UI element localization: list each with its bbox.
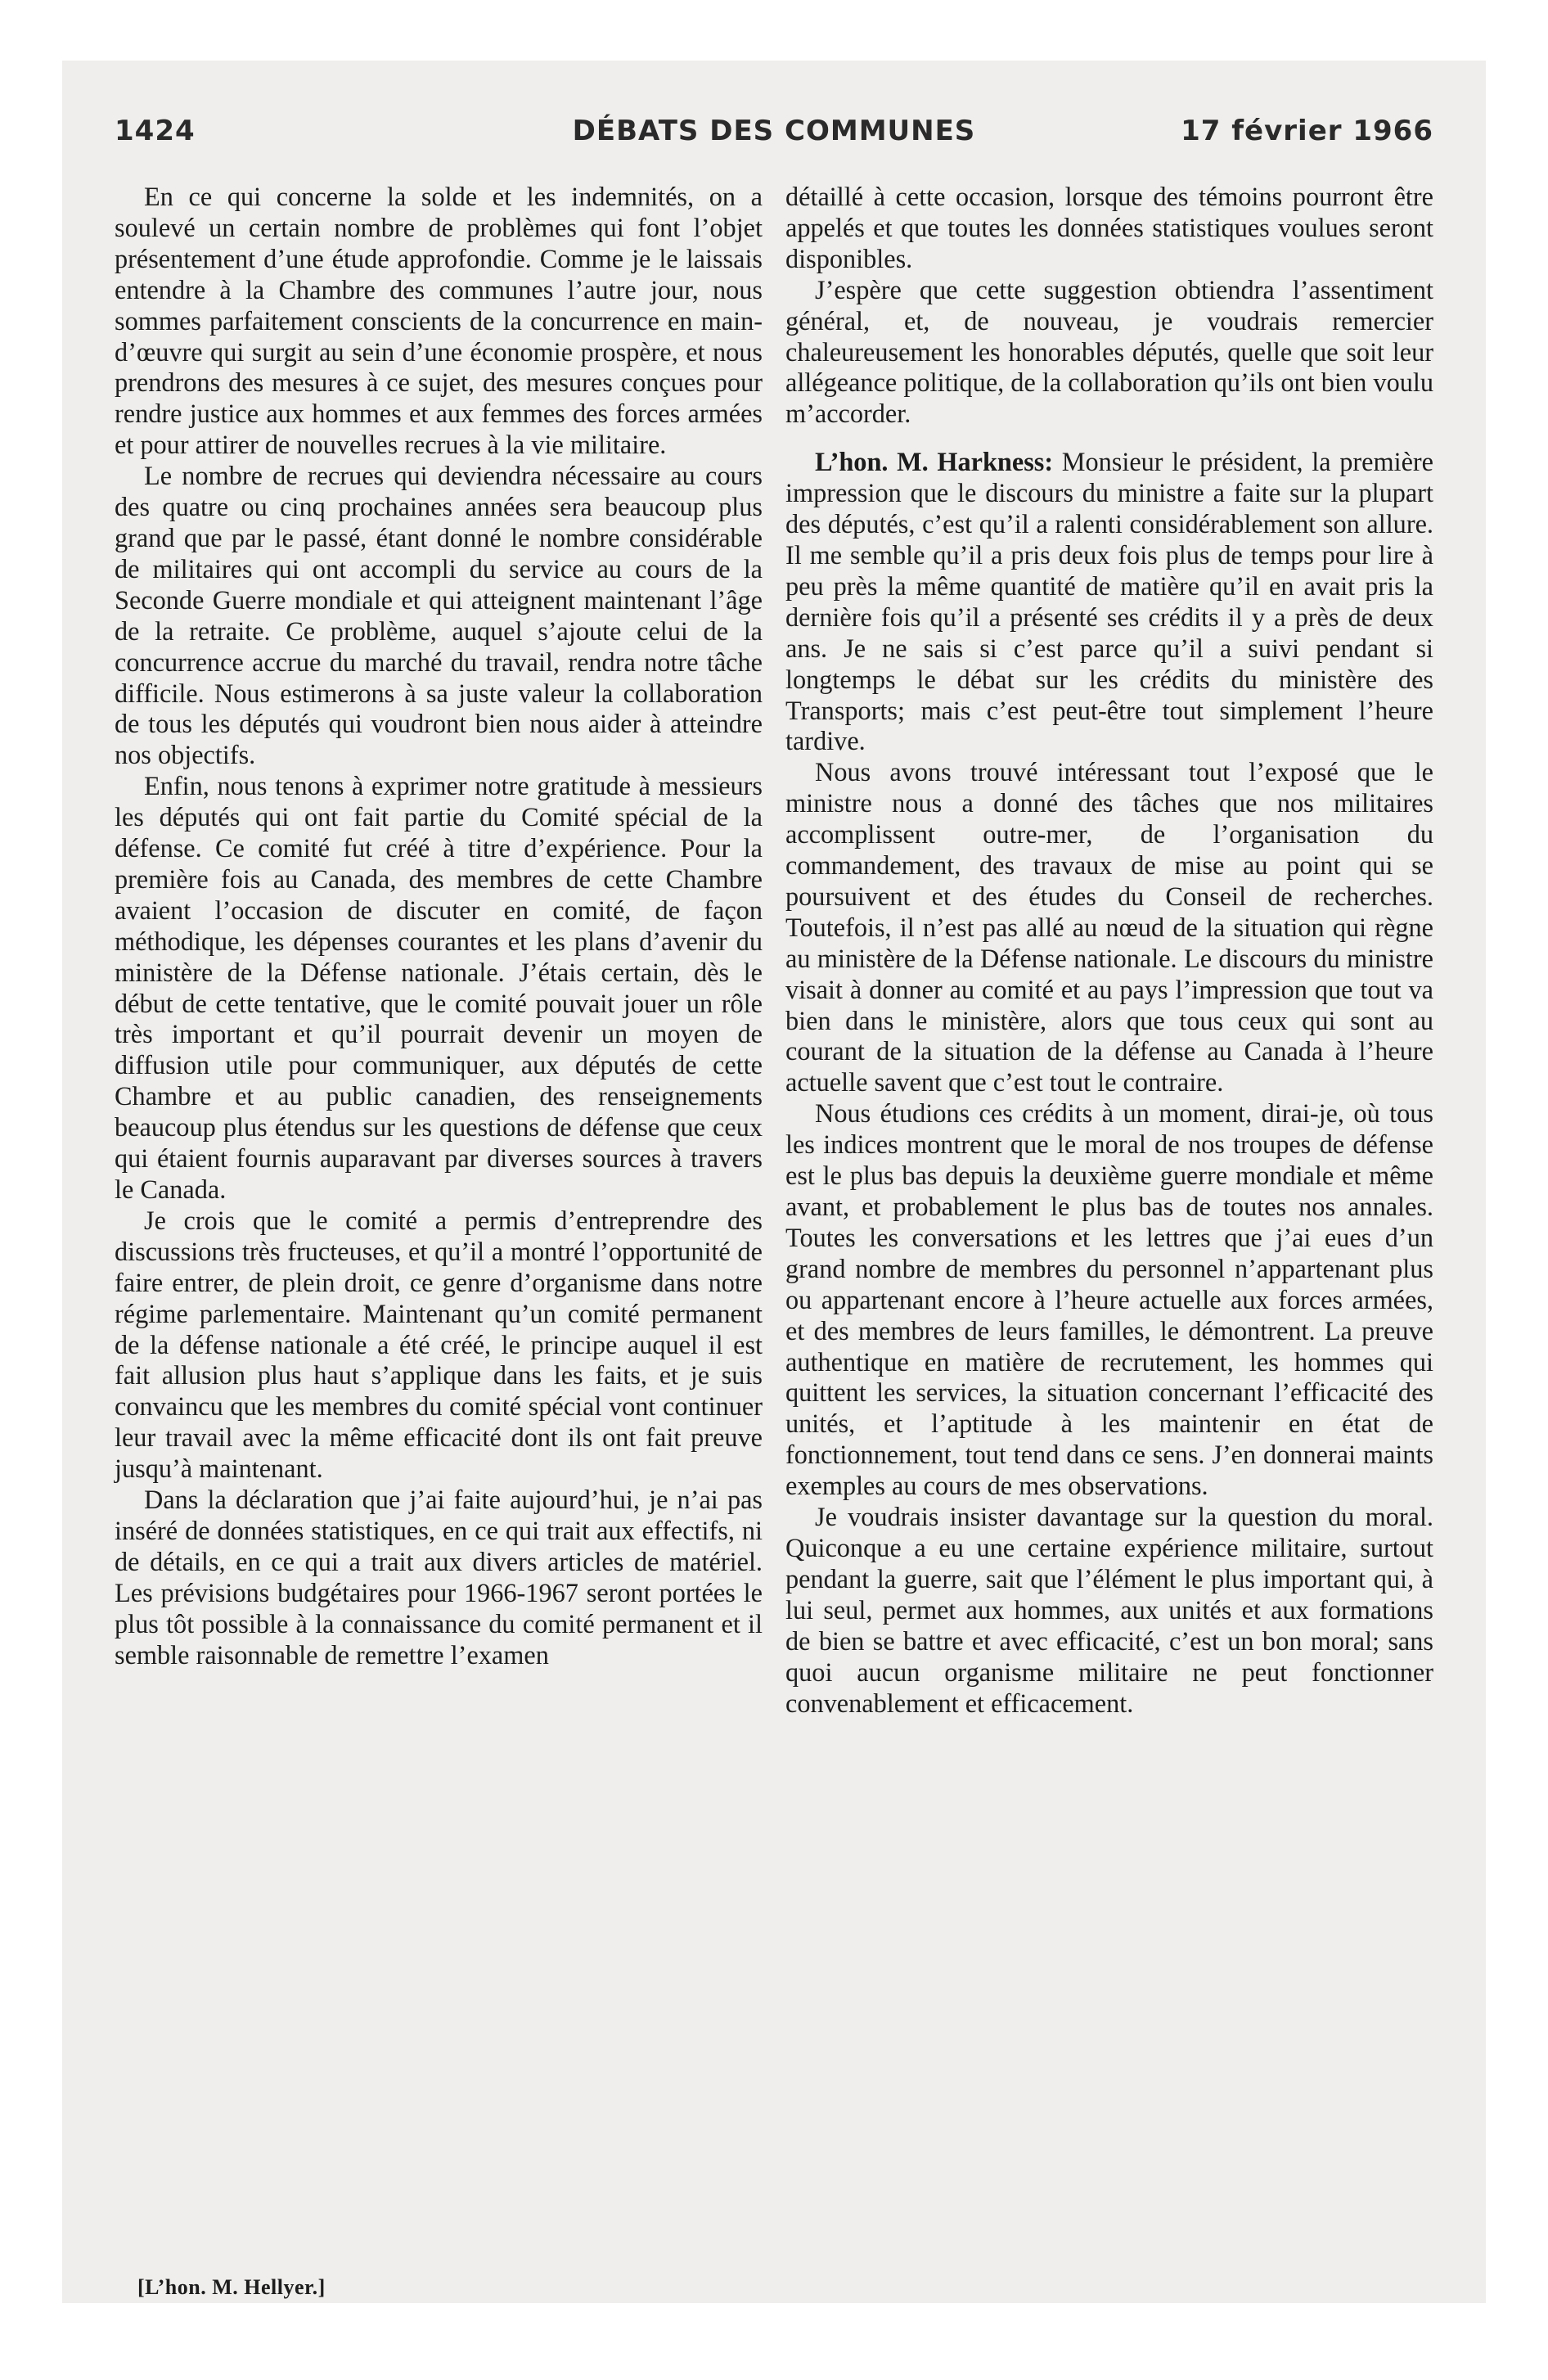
- page-date: 17 février 1966: [1181, 115, 1433, 147]
- paragraph: Nous étudions ces crédits à un moment, dirai-je, où tous les indices montrent que le moral de nos troupes de défense est le plus bas depuis la deuxième guerre mondiale et même avant, et probablement le plus bas de toutes nos annales. Toutes les conversations et les lettres que j’ai eues d’un grand nombre de membres du personnel n’appartenant plus ou appartenant encore à l’heure actuelle aux forces armées, et des membres de leurs familles, le démontrent. La preuve authentique en matière de recrutement, les hommes qui quittent les services, la situation concernant l’efficacité des unités, et l’aptitude à les maintenir en état de fonctionnement, tout tend dans ce sens. J’en donnerai maints exemples au cours de mes observations.: [785, 1098, 1433, 1501]
- paragraph: En ce qui concerne la solde et les indemnités, on a soulevé un certain nombre de problèmes qui font l’objet présentement d’une étude approfondie. Comme je le laissais entendre à la Chambre des communes l’autre jour, nous sommes parfaitement conscients de la concurrence en main-d’œuvre qui surgit au sein d’une économie prospère, et nous prendrons des mesures à ce sujet, des mesures conçues pour rendre justice aux hommes et aux femmes des forces armées et pour attirer de nouvelles recrues à la vie militaire.: [115, 182, 763, 460]
- speaker-paragraph: [785, 447, 1433, 757]
- paragraph: Dans la déclaration que j’ai faite aujourd’hui, je n’ai pas inséré de données statistiques, en ce qui trait aux effectifs, ni de détails, en ce qui a trait aux divers articles de matériel. Les prévisions budgétaires pour 1966-1967 seront portées le plus tôt possible à la connaissance du comité permanent et il semble raisonnable de remettre l’examen: [115, 1485, 763, 1670]
- left-column: [115, 182, 763, 1671]
- paragraph: Je crois que le comité a permis d’entreprendre des discussions très fructeuses, et qu’il a montré l’opportunité de faire entrer, de plein droit, ce genre d’organisme dans notre régime parlementaire. Maintenant qu’un comité permanent de la défense nationale a été créé, le principe auquel il est fait allusion plus haut s’applique dans les faits, et je suis convaincu que les membres du comité spécial vont continuer leur travail avec la même efficacité dont ils ont fait preuve jusqu’à maintenant.: [115, 1205, 763, 1484]
- paragraph: J’espère que cette suggestion obtiendra l’assentiment général, et, de nouveau, je voudrais remercier chaleureusement les honorables députés, quelle que soit leur allégeance politique, de la collaboration qu’ils ont bien voulu m’accorder.: [785, 274, 1433, 429]
- speaker-attribution: [L’hon. M. Hellyer.]: [137, 2275, 326, 2299]
- paragraph: Le nombre de recrues qui deviendra nécessaire au cours des quatre ou cinq prochaines années sera beaucoup plus grand que par le passé, étant donné le nombre considérable de militaires qui ont accompli du service au cours de la Seconde Guerre mondiale et qui atteignent maintenant l’âge de la retraite. Ce problème, auquel s’ajoute celui de la concurrence accrue du marché du travail, rendra notre tâche difficile. Nous estimerons à sa juste valeur la collaboration de tous les députés qui voudront bien nous aider à atteindre nos objectifs.: [115, 461, 763, 770]
- paragraph: Enfin, nous tenons à exprimer notre gratitude à messieurs les députés qui ont fait partie du Comité spécial de la défense. Ce comité fut créé à titre d’expérience. Pour la première fois au Canada, des membres de cette Chambre avaient l’occasion de discuter en comité, de façon méthodique, les dépenses courantes et les plans d’avenir du ministère de la Défense nationale. J’étais certain, dès le début de cette tentative, que le comité pouvait jouer un rôle très important et qu’il pourrait devenir un moyen de diffusion utile pour communiquer, aux députés de cette Chambre et au public canadien, des renseignements beaucoup plus étendus sur les questions de défense que ceux qui étaient fournis auparavant par diverses sources à travers le Canada.: [115, 771, 763, 1204]
- journal-title: DÉBATS DES COMMUNES: [572, 115, 976, 147]
- page-number: 1424: [115, 115, 196, 147]
- right-column: [785, 182, 1433, 1719]
- paragraph: Nous avons trouvé intéressant tout l’exposé que le ministre nous a donné des tâches que nos militaires accomplissent outre-mer, de l’organisation du commandement, des travaux de mise au point qui se poursuivent et des études du Conseil de recherches. Toutefois, il n’est pas allé au nœud de la situation qui règne au ministère de la Défense nationale. Le discours du ministre visait à donner au comité et au pays l’impression que tout va bien dans le ministère, alors que tous ceux qui sont au courant de la situation de la défense au Canada à l’heure actuelle savent que c’est tout le contraire.: [785, 757, 1433, 1098]
- running-header: [115, 115, 1433, 156]
- speaker-text: Monsieur le président, la première impression que le discours du ministre a faite sur la plupart des députés, c’est qu’il a ralenti considérablement son allure. Il me semble qu’il a pris deux fois plus de temps pour lire à peu près la même quantité de matière qu’il en avait pris la dernière fois qu’il a présenté ses crédits il y a près de deux ans. Je ne sais si c’est parce qu’il a suivi pendant si longtemps le débat sur les crédits du ministère des Transports; mais c’est peut-être tout simplement l’heure tardive.: [785, 447, 1433, 756]
- paragraph-continuation: détaillé à cette occasion, lorsque des témoins pourront être appelés et que toutes les données statistiques voulues seront disponibles.: [785, 182, 1433, 273]
- paragraph: Je voudrais insister davantage sur la question du moral. Quiconque a eu une certaine expérience militaire, surtout pendant la guerre, sait que l’élément le plus important qui, à lui seul, permet aux hommes, aux unités et aux formations de bien se battre et avec efficacité, c’est un bon moral; sans quoi aucun organisme militaire ne peut fonctionner convenablement et efficacement.: [785, 1502, 1433, 1718]
- speaker-name: L’hon. M. Harkness:: [815, 447, 1054, 477]
